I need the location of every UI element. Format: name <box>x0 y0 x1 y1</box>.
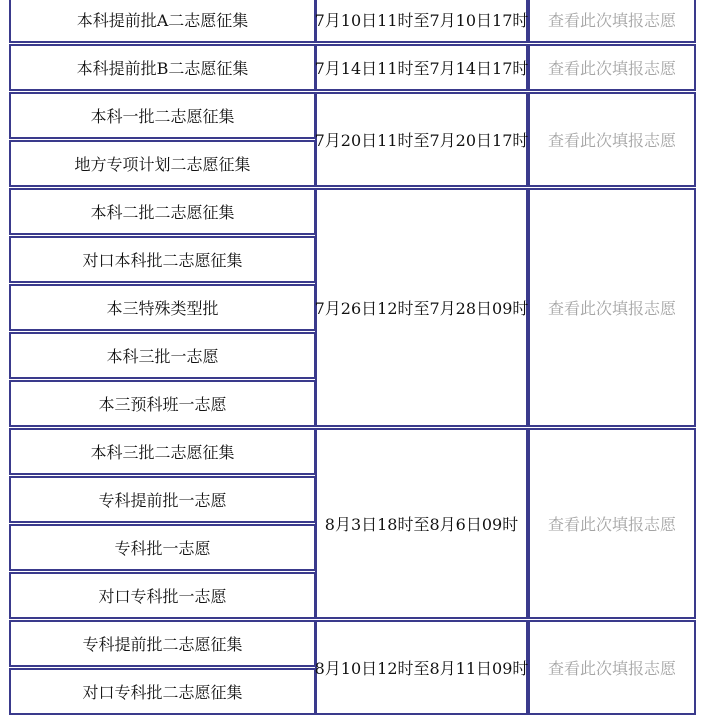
batch-name-cell: 本科一批二志愿征集 <box>9 92 316 139</box>
time-range-cell: 7月26日12时至7月28日09时 <box>315 188 528 427</box>
batch-name-cell: 专科批一志愿 <box>9 524 316 571</box>
batch-name-cell: 对口专科批一志愿 <box>9 572 316 619</box>
batch-name-cell: 本科三批二志愿征集 <box>9 428 316 475</box>
time-range-cell: 8月3日18时至8月6日09时 <box>315 428 528 619</box>
time-range-cell: 7月10日11时至7月10日17时 <box>315 0 528 43</box>
view-volunteer-link[interactable]: 查看此次填报志愿 <box>528 188 696 427</box>
view-volunteer-link[interactable]: 查看此次填报志愿 <box>528 44 696 91</box>
batch-name-cell: 本三特殊类型批 <box>9 284 316 331</box>
time-range-cell: 7月14日11时至7月14日17时 <box>315 44 528 91</box>
batch-name-cell: 地方专项计划二志愿征集 <box>9 140 316 187</box>
batch-name-cell: 本科提前批A二志愿征集 <box>9 0 316 43</box>
batch-name-cell: 本三预科班一志愿 <box>9 380 316 427</box>
batch-name-cell: 专科提前批一志愿 <box>9 476 316 523</box>
view-volunteer-link[interactable]: 查看此次填报志愿 <box>528 620 696 715</box>
batch-name-cell: 本科提前批B二志愿征集 <box>9 44 316 91</box>
batch-name-cell: 本科三批一志愿 <box>9 332 316 379</box>
batch-name-cell: 专科提前批二志愿征集 <box>9 620 316 667</box>
time-range-cell: 7月20日11时至7月20日17时 <box>315 92 528 187</box>
time-range-cell: 8月10日12时至8月11日09时 <box>315 620 528 715</box>
view-volunteer-link[interactable]: 查看此次填报志愿 <box>528 92 696 187</box>
volunteer-schedule-table <box>9 0 698 716</box>
view-volunteer-link[interactable]: 查看此次填报志愿 <box>528 0 696 43</box>
batch-name-cell: 对口本科批二志愿征集 <box>9 236 316 283</box>
batch-name-cell: 对口专科批二志愿征集 <box>9 668 316 715</box>
view-volunteer-link[interactable]: 查看此次填报志愿 <box>528 428 696 619</box>
batch-name-cell: 本科二批二志愿征集 <box>9 188 316 235</box>
